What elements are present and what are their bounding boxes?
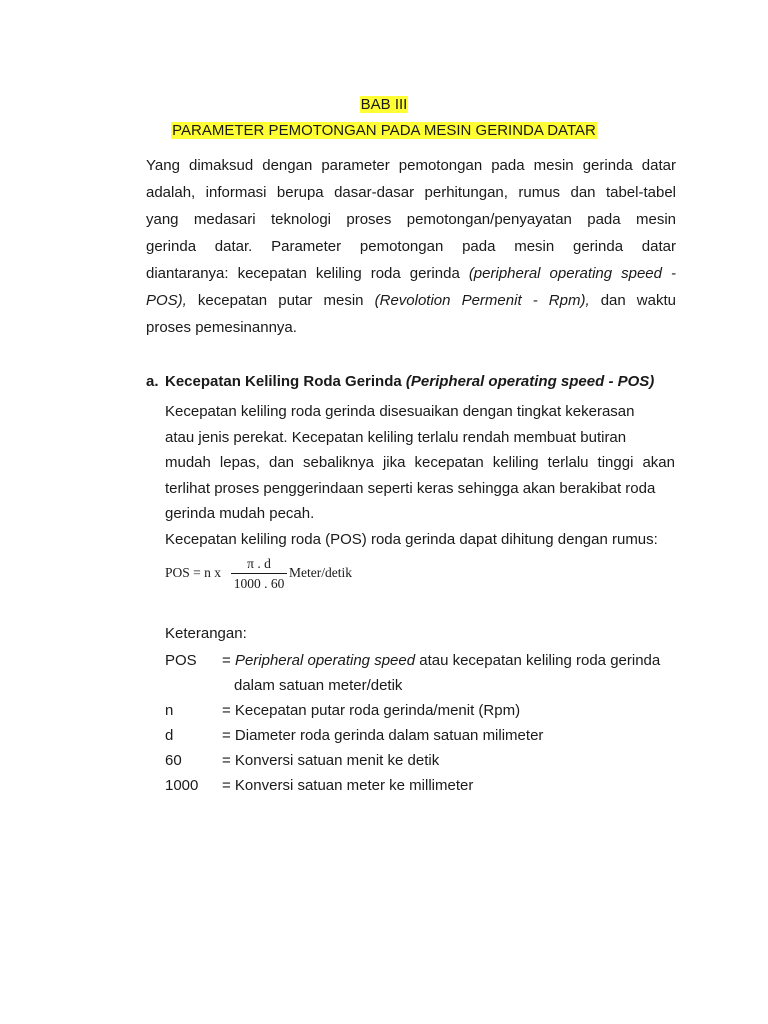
desc-line: atau jenis perekat. Kecepatan keliling terlalu rendah membuat butiran [165,428,627,446]
intro-line: yang medasari teknologi proses pemotongan/penyayatan pada mesin [146,211,676,228]
formula-fraction [231,556,287,592]
definition-row-continuation [165,673,685,698]
intro-line5-italic: (peripheral operating speed - [468,265,676,282]
intro-line: proses pemesinannya. [146,319,297,336]
section-a-heading [146,373,654,390]
intro-line5-plain: diantaranya: kecepatan keliling roda gerinda [146,265,469,282]
definition-text: = Konversi satuan menit ke detik [222,752,440,769]
intro-line6-plain2: dan waktu [589,292,676,309]
formula-numerator: π . d [247,556,271,571]
definition-row [165,648,685,673]
formula-lhs: POS = n x [165,565,222,580]
intro-line6-italic1: POS), [146,292,187,309]
definition-row [165,773,685,798]
intro-line6-italic2: (Revolotion Permenit - Rpm), [374,292,590,309]
definition-symbol: d [165,727,174,744]
keterangan-list [165,648,685,798]
intro-line: gerinda datar. Parameter pemotongan pada mesin gerinda datar [146,238,676,255]
desc-line: Kecepatan keliling roda gerinda disesuaikan dengan tingkat kekerasan [165,403,635,420]
fraction-bar [231,573,287,574]
definition-symbol: 1000 [165,777,199,794]
chapter-title-text: PARAMETER PEMOTONGAN PADA MESIN GERINDA DATAR [172,122,596,139]
desc-line: Kecepatan keliling roda (POS) roda gerinda dapat dihitung dengan rumus: [165,530,658,548]
definition-row [165,698,685,723]
intro-line6-plain1: kecepatan putar mesin [186,292,375,309]
formula-denominator: 1000 . 60 [233,576,285,591]
chapter-label: BAB III [360,96,408,113]
definition-text: = Konversi satuan meter ke millimeter [222,777,474,794]
intro-paragraph [146,152,676,341]
intro-line: adalah, informasi berupa dasar-dasar perhitungan, rumus dan tabel-tabel [146,184,676,201]
desc-line: terlihat proses penggerindaan seperti keras sehingga akan berakibat roda [165,479,656,497]
chapter-title [0,122,768,139]
definition-text: = Kecepatan putar roda gerinda/menit (Rpm) [222,702,521,719]
definition-symbol: n [165,702,174,719]
definition-symbol: POS [165,652,197,669]
section-a-description [165,399,675,552]
definition-text: = Peripheral operating speed atau kecepatan keliling roda gerinda [222,652,661,669]
pos-italic-term: Peripheral operating speed [234,652,416,669]
intro-line [146,260,676,287]
section-a-label: a. [146,373,159,390]
definition-text: = Diameter roda gerinda dalam satuan milimeter [222,727,544,744]
definition-continuation: dalam satuan meter/detik [234,677,403,694]
definition-symbol: 60 [165,752,182,769]
intro-line [146,287,676,314]
definition-row [165,723,685,748]
formula-unit: Meter/detik [289,565,352,580]
desc-line: mudah lepas, dan sebaliknya jika kecepatan keliling terlalu tinggi akan [165,454,675,471]
section-a-title-bold: Kecepatan Keliling Roda Gerinda [165,373,402,390]
chapter-heading [0,96,768,113]
definition-row [165,748,685,773]
intro-line: Yang dimaksud dengan parameter pemotongan pada mesin gerinda datar [146,157,676,174]
section-a-title-italic: (Peripheral operating speed - POS) [405,373,655,390]
pos-definition-rest: atau kecepatan keliling roda gerinda [415,652,661,669]
desc-line: gerinda mudah pecah. [165,505,315,522]
keterangan-title: Keterangan: [165,625,247,642]
